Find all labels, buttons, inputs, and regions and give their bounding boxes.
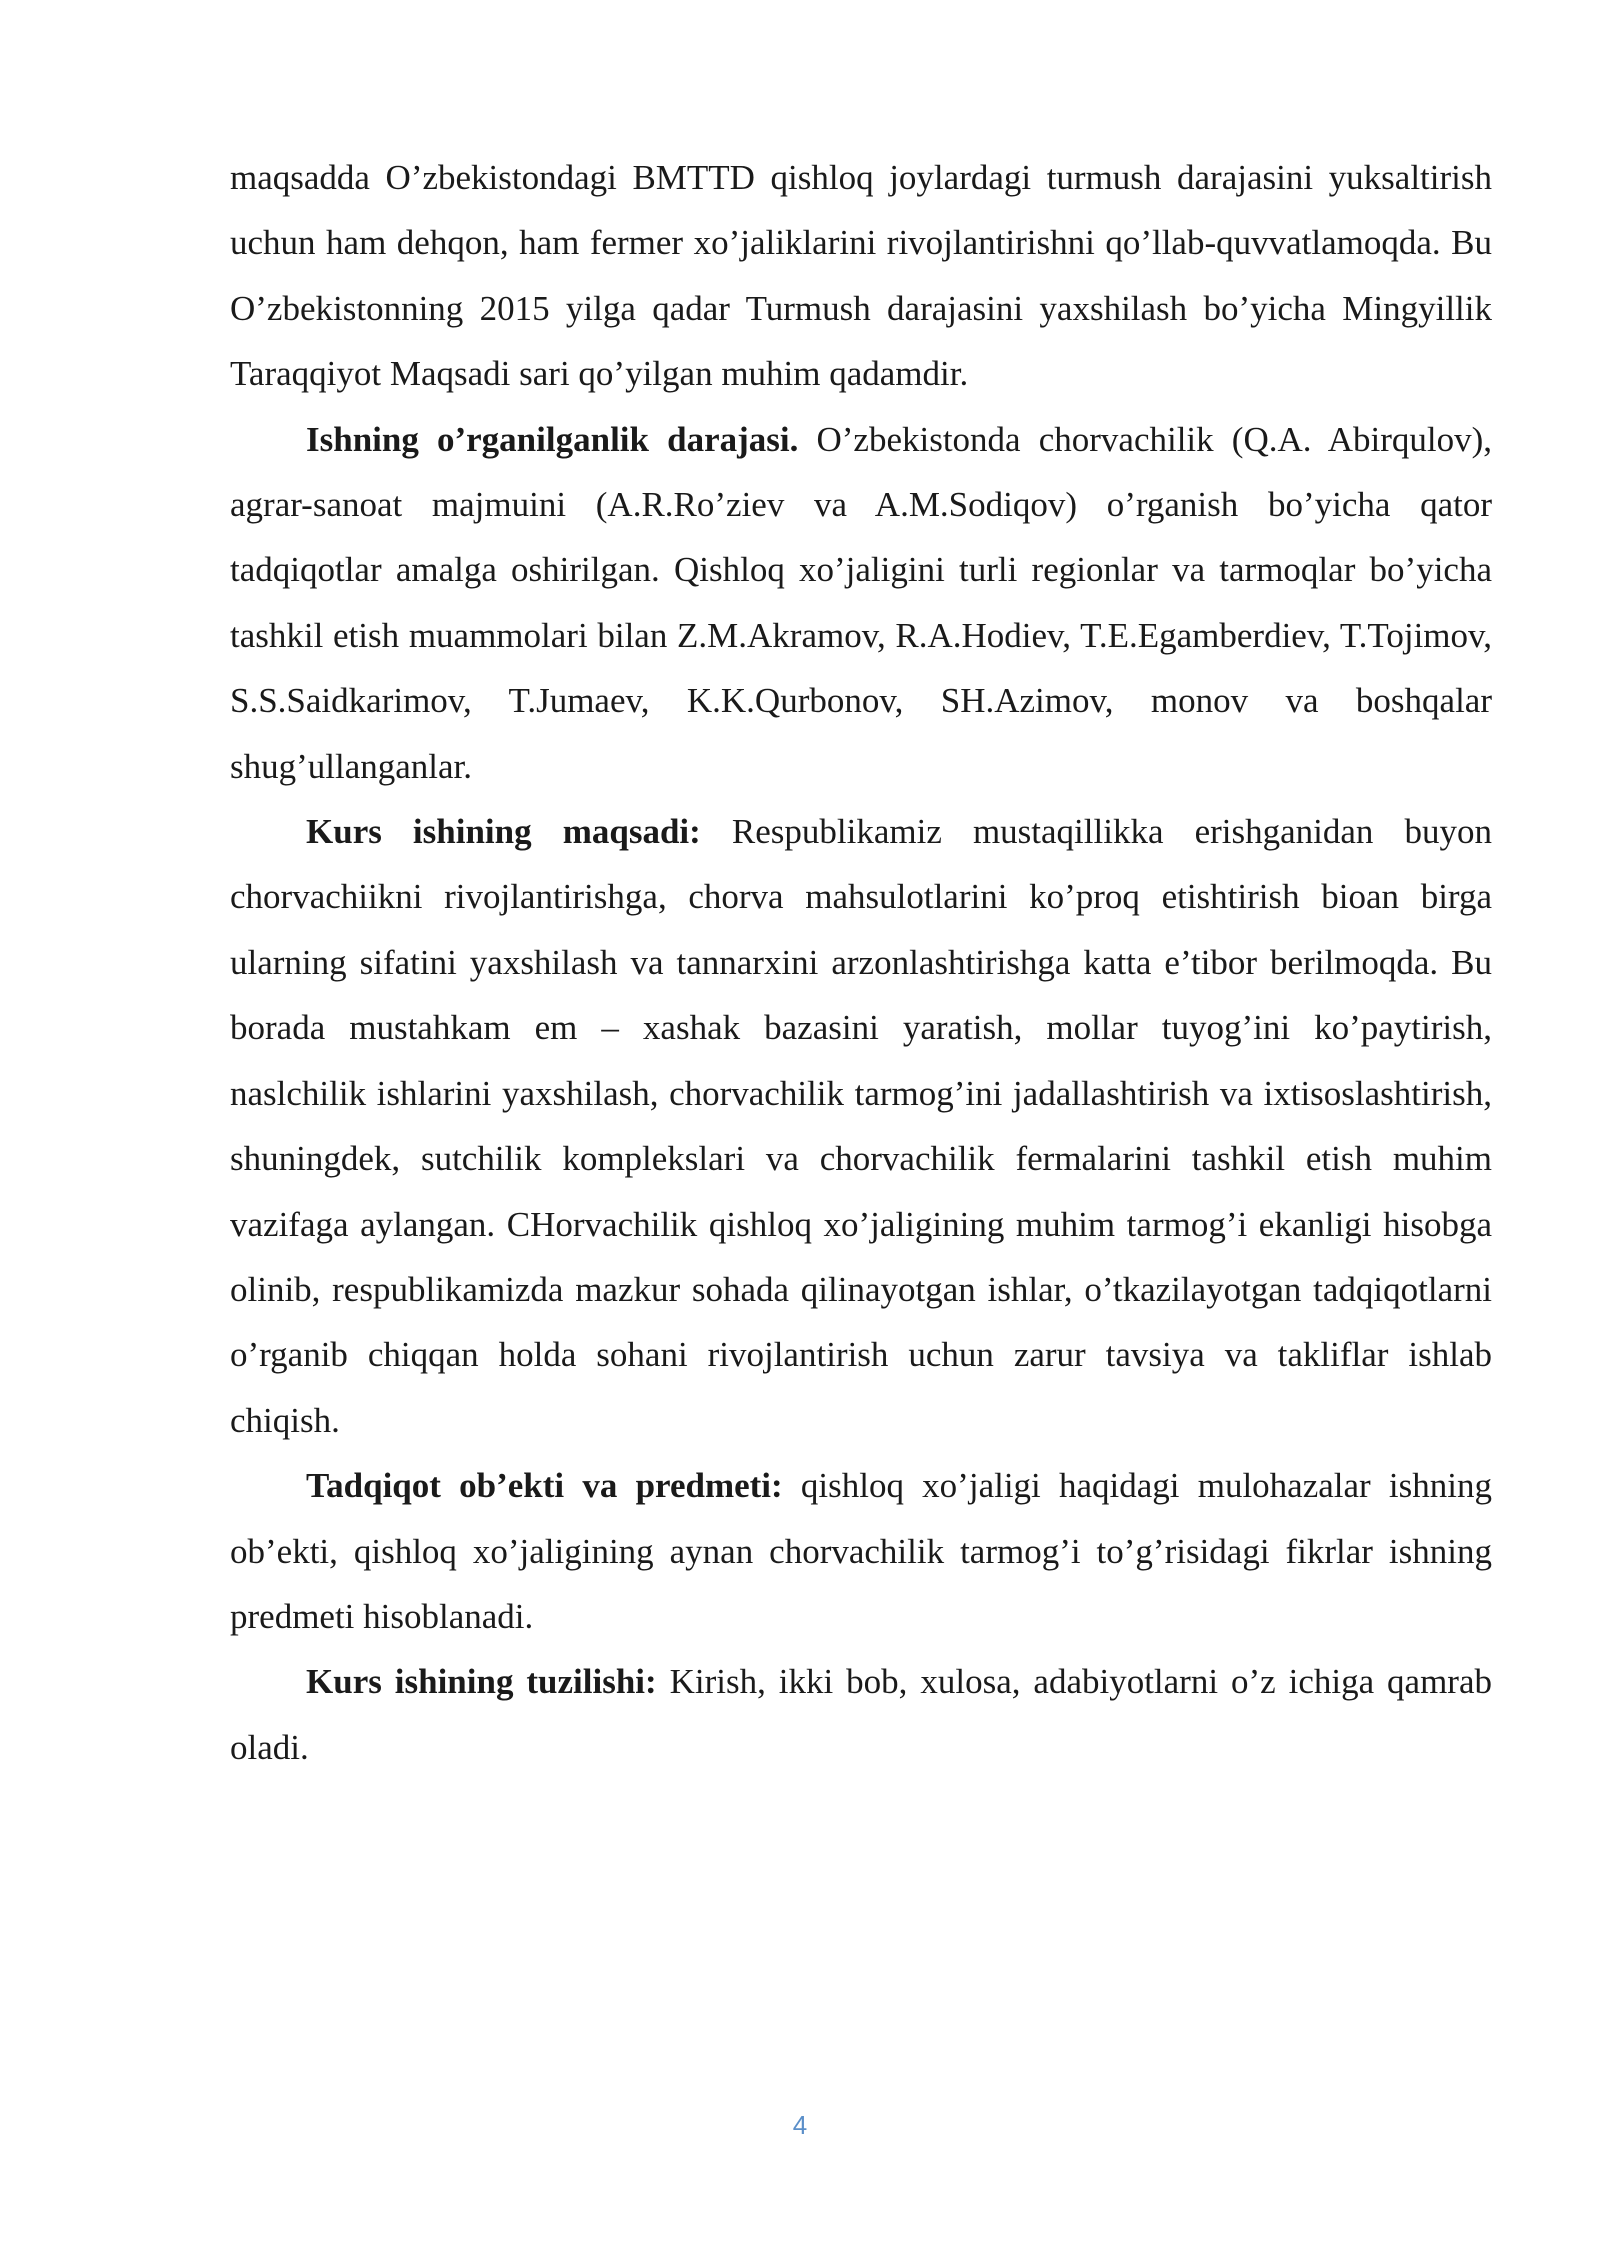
- paragraph-heading: Kurs ishining tuzilishi:: [306, 1662, 657, 1702]
- paragraph-heading: Tadqiqot ob’ekti va predmeti:: [306, 1466, 783, 1506]
- paragraph-course-structure: [230, 1649, 1492, 1780]
- paragraph-heading: Kurs ishining maqsadi:: [306, 812, 701, 852]
- paragraph-intro-continuation: [230, 145, 1492, 407]
- page-body: [230, 145, 1492, 1780]
- paragraph-heading: Ishning o’rganilganlik darajasi.: [306, 419, 799, 459]
- paragraph-study-level: [230, 407, 1492, 799]
- paragraph-text: Kirish, ikki bob, xulosa, adabiyotlarni o’z ichiga qamrab oladi.: [230, 1662, 1493, 1767]
- paragraph-text: O’zbekistonda chorvachilik (Q.A. Abirqulov), agrar-sanoat majmuini (A.R.Ro’ziev va A.M.Sodiqov) o’rganish bo’yicha qator tadqiqotlar amalga oshirilgan. Qishloq xo’jaligini turli regionlar va tarmoqlar bo’yicha tashkil etish muammolari bilan Z.M.Akramov, R.A.Hodiev, T.E.Egamberdiev, T.Tojimov, S.S.Saidkarimov, T.Jumaev, K.K.Qurbonov, SH.Azimov, monov va boshqalar shug’ullanganlar.: [230, 419, 1492, 786]
- paragraph-course-goal: [230, 799, 1492, 1453]
- paragraph-text: Respublikamiz mustaqillikka erishganidan buyon chorvachiikni rivojlantirishga, chorva mahsulotlarini ko’proq etishtirish bioan birga ularning sifatini yaxshilash va tannarxini arzonlashtirishga katta e’tibor berilmoqda. Bu borada mustahkam em – xashak bazasini yaratish, mollar tuyog’ini ko’paytirish, naslchilik ishlarini yaxshilash, chorvachilik tarmog’ini jadallashtirish va ixtisoslashtirish, shuningdek, sutchilik komplekslari va chorvachilik fermalarini tashkil etish muhim vazifaga aylangan. CHorvachilik qishloq xo’jaligining muhim tarmog’i ekanligi hisobga olinib, respublikamizda mazkur sohada qilinayotgan ishlar, o’tkazilayotgan tadqiqotlarni o’rganib chiqqan holda sohani rivojlantirish uchun zarur tavsiya va takliflar ishlab chiqish.: [230, 812, 1492, 1440]
- paragraph-research-object: [230, 1453, 1492, 1649]
- paragraph-text: qishloq xo’jaligi haqidagi mulohazalar ishning ob’ekti, qishloq xo’jaligining aynan chorvachilik tarmog’i to’g’risidagi fikrlar ishning predmeti hisoblanadi.: [230, 1466, 1492, 1636]
- page-number: 4: [792, 2110, 808, 2140]
- paragraph-text: maqsadda O’zbekistondagi BMTTD qishloq joylardagi turmush darajasini yuksaltirish uchun ham dehqon, ham fermer xo’jaliklarini rivojlantirishni qo’llab-quvvatlamoqda. Bu O’zbekistonning 2015 yilga qadar Turmush darajasini yaxshilash bo’yicha Mingyillik Taraqqiyot Maqsadi sari qo’yilgan muhim qadamdir.: [230, 158, 1492, 394]
